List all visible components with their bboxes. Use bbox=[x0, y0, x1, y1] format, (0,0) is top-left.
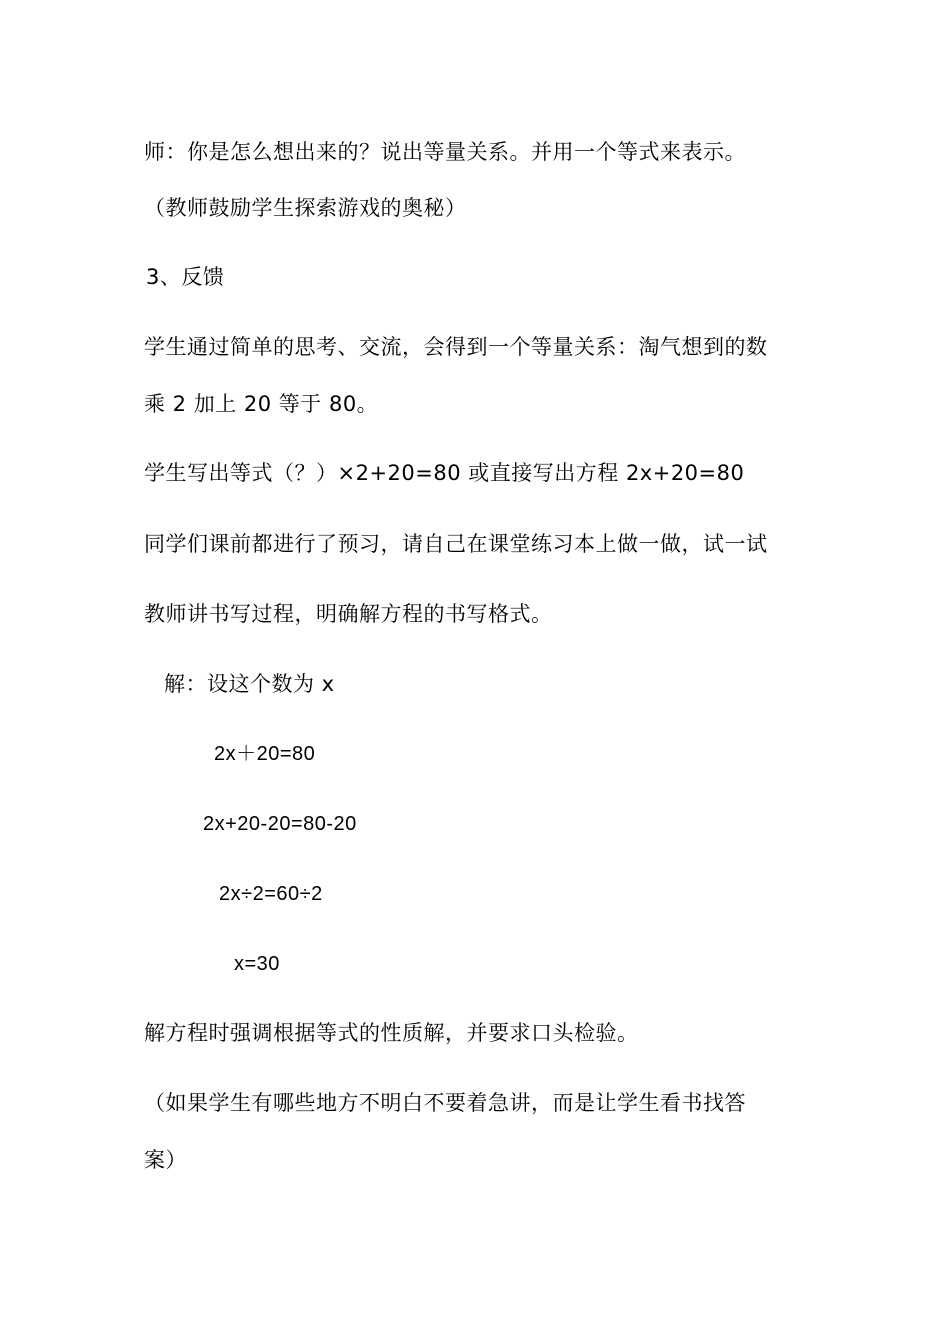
paragraph-note-1: （如果学生有哪些地方不明白不要着急讲，而是让学生看书找答 bbox=[144, 1091, 746, 1115]
paragraph-student-relation-2: 乘 2 加上 20 等于 80。 bbox=[144, 392, 379, 416]
paragraph-emphasis: 解方程时强调根据等式的性质解，并要求口头检验。 bbox=[144, 1021, 639, 1045]
paragraph-note-2: 案） bbox=[144, 1148, 187, 1172]
solution-result: x=30 bbox=[234, 953, 280, 975]
paragraph-student-relation-1: 学生通过简单的思考、交流，会得到一个等量关系：淘气想到的数 bbox=[144, 335, 768, 359]
paragraph-teacher-format: 教师讲书写过程，明确解方程的书写格式。 bbox=[144, 602, 553, 626]
paragraph-teacher-question: 师：你是怎么想出来的？说出等量关系。并用一个等式来表示。 bbox=[144, 140, 746, 164]
solution-step-2: 2x+20-20=80-20 bbox=[203, 813, 357, 835]
paragraph-preview: 同学们课前都进行了预习，请自己在课堂练习本上做一做，试一试 bbox=[144, 532, 768, 556]
section-heading-feedback: 3、反馈 bbox=[146, 265, 225, 289]
solution-setup: 解：设这个数为 x bbox=[164, 672, 335, 696]
paragraph-teacher-encourage: （教师鼓励学生探索游戏的奥秘） bbox=[144, 196, 467, 220]
paragraph-student-equation: 学生写出等式（？）×2+20=80 或直接写出方程 2x+20=80 bbox=[144, 461, 745, 485]
solution-step-1: 2x＋20=80 bbox=[214, 743, 316, 765]
solution-step-3: 2x÷2=60÷2 bbox=[219, 883, 323, 905]
